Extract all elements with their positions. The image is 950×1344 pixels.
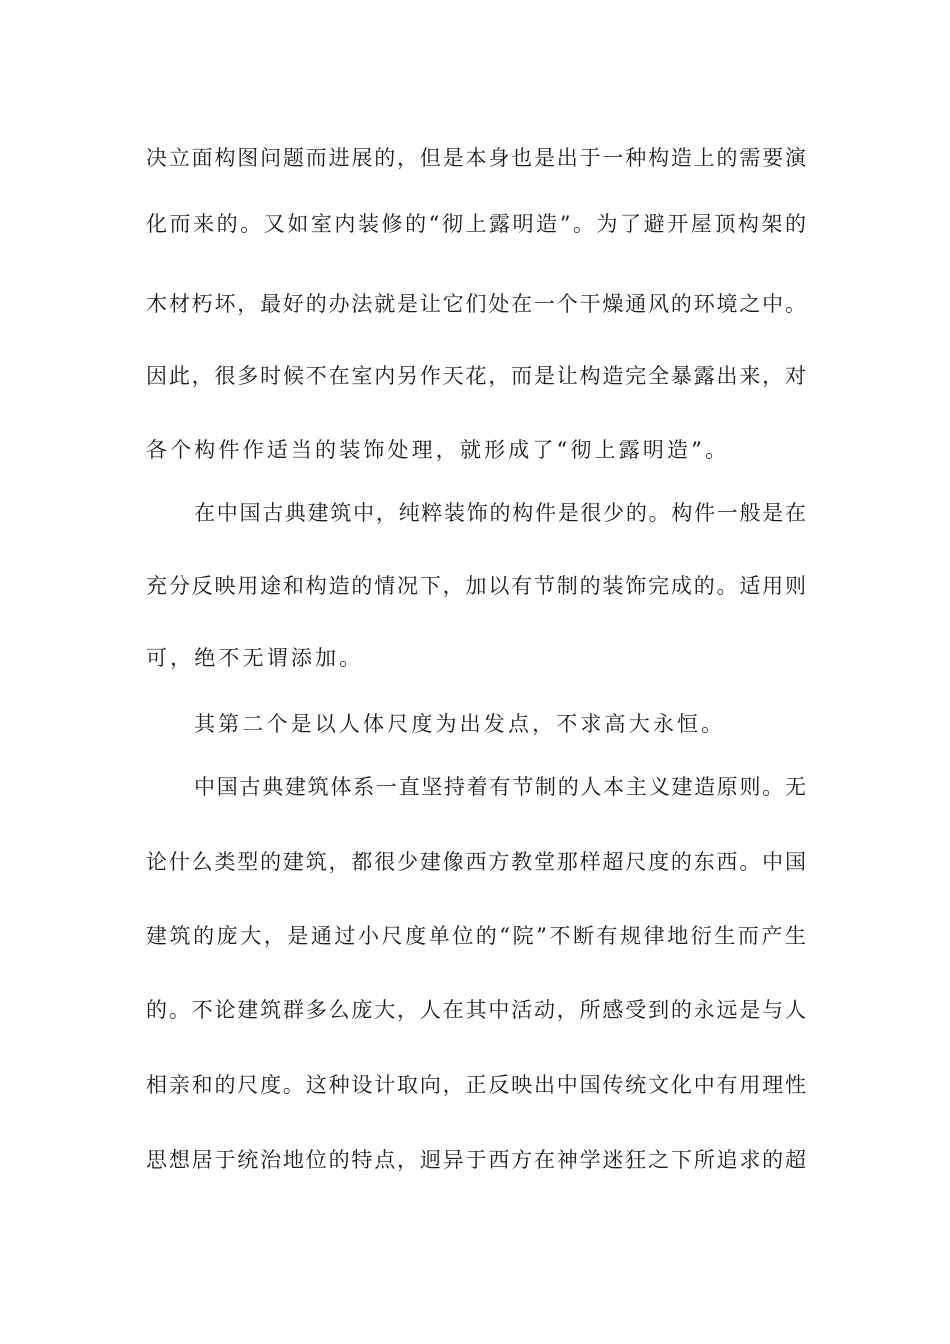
paragraph-2-line-3: 可，绝不无谓添加。 <box>146 646 364 670</box>
paragraph-4-line-4: 的。不论建筑群多么庞大，人在其中活动，所感受到的永远是与人 <box>146 998 806 1022</box>
paragraph-1-line-3: 木材朽坏，最好的办法就是让它们处在一个干燥通风的环境之中。 <box>146 292 806 316</box>
paragraph-1-line-4: 因此，很多时候不在室内另作天花，而是让构造完全暴露出来，对 <box>146 364 806 388</box>
paragraph-1-line-1: 决立面构图问题而进展的，但是本身也是出于一种构造上的需要演 <box>146 146 806 170</box>
paragraph-4-line-3: 建筑的庞大，是通过小尺度单位的“院”不断有规律地衍生而产生 <box>146 924 806 948</box>
paragraph-4-line-5: 相亲和的尺度。这种设计取向，正反映出中国传统文化中有用理性 <box>146 1073 806 1097</box>
paragraph-4-line-2: 论什么类型的建筑，都很少建像西方教堂那样超尺度的东西。中国 <box>146 850 806 874</box>
paragraph-2-line-1: 在中国古典建筑中，纯粹装饰的构件是很少的。构件一般是在 <box>194 501 806 525</box>
paragraph-4-line-6: 思想居于统治地位的特点，迥异于西方在神学迷狂之下所追求的超 <box>146 1148 806 1172</box>
paragraph-3-line-1: 其第二个是以人体尺度为出发点，不求高大永恒。 <box>194 712 726 736</box>
paragraph-1-line-2: 化而来的。又如室内装修的“彻上露明造”。为了避开屋顶构架的 <box>146 212 806 236</box>
paragraph-1-line-5: 各个构件作适当的装饰处理，就形成了“彻上露明造”。 <box>146 438 730 462</box>
paragraph-4-line-1: 中国古典建筑体系一直坚持着有节制的人本主义建造原则。无 <box>194 775 806 799</box>
paragraph-2-line-2: 充分反映用途和构造的情况下，加以有节制的装饰完成的。适用则 <box>146 574 806 598</box>
